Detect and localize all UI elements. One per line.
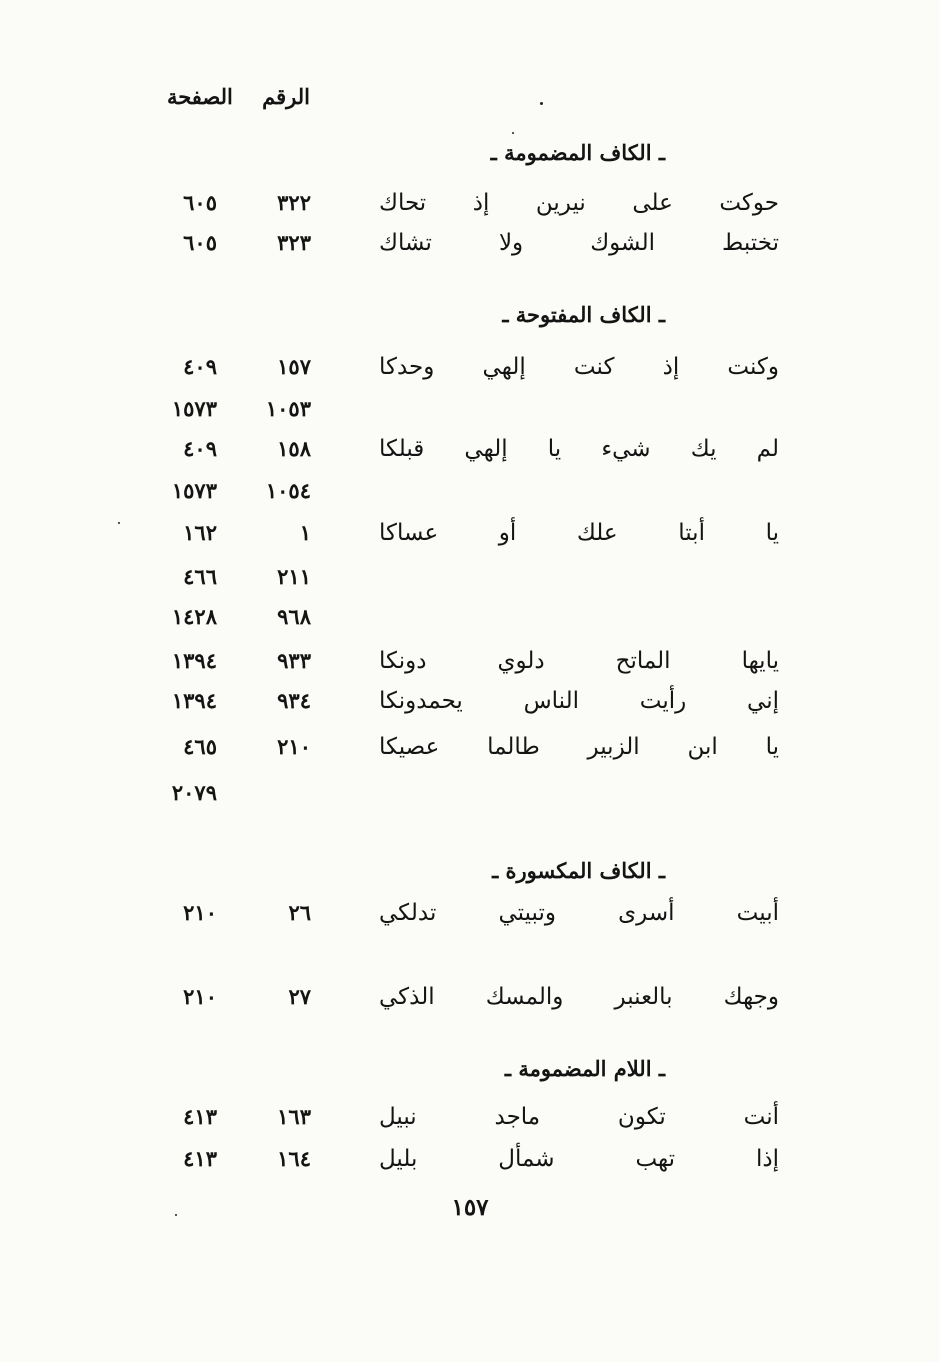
verse-text: يا ابن الزبير طالما عصيكا (379, 734, 779, 760)
scan-speck (118, 522, 120, 524)
verse-number: ١ (299, 520, 311, 545)
page-reference: ٤٠٩ (183, 354, 217, 379)
page-reference: ١٥٧٣ (171, 478, 217, 503)
verse-text: أبيت أسرى وتبيتي تدلكي (379, 900, 779, 926)
section-heading: ـ الكاف المضمومة ـ (490, 140, 665, 165)
verse-text: أنت تكون ماجد نبيل (379, 1104, 779, 1130)
verse-text: إذا تهب شمأل بليل (379, 1146, 779, 1172)
page-reference: ١٦٢ (183, 520, 217, 545)
index-row (0, 560, 939, 594)
page-reference: ٦٠٥ (183, 230, 217, 255)
verse-number: ٢٧ (288, 984, 311, 1009)
page-reference: ٦٠٥ (183, 190, 217, 215)
scan-speck (512, 132, 514, 134)
index-row (0, 432, 939, 466)
section-heading: ـ الكاف المفتوحة ـ (502, 302, 665, 327)
verse-number: ٩٦٨ (277, 604, 311, 629)
index-row (0, 644, 939, 678)
verse-number: ٩٣٣ (277, 648, 311, 673)
page-reference: ١٣٩٤ (171, 648, 217, 673)
verse-number: ٣٢٢ (277, 190, 311, 215)
verse-number: ١٥٧ (277, 354, 311, 379)
verse-number: ٣٢٣ (277, 230, 311, 255)
verse-number: ١٦٣ (277, 1104, 311, 1129)
scan-speck (175, 1214, 177, 1216)
section-heading: ـ الكاف المكسورة ـ (492, 858, 665, 883)
index-row (0, 226, 939, 260)
page-reference: ١٥٧٣ (171, 396, 217, 421)
verse-number: ١٠٥٣ (265, 396, 311, 421)
page-reference: ١٣٩٤ (171, 688, 217, 713)
index-row (0, 896, 939, 930)
verse-number: ١٦٤ (277, 1146, 311, 1171)
verse-number: ١٠٥٤ (265, 478, 311, 503)
index-row (0, 392, 939, 426)
verse-text: حوكت على نيرين إذ تحاك (379, 190, 779, 216)
page-reference: ٤٠٩ (183, 436, 217, 461)
page-reference: ٢٠٧٩ (171, 780, 217, 805)
verse-text: وجهك بالعنبر والمسك الذكي (379, 984, 779, 1010)
verse-text: إني رأيت الناس يحمدونكا (379, 688, 779, 714)
page-reference: ٤٦٦ (183, 564, 217, 589)
index-row (0, 186, 939, 220)
page-reference: ٤٦٥ (183, 734, 217, 759)
verse-text: وكنت إذ كنت إلهي وحدكا (379, 354, 779, 380)
verse-number: ٢١١ (277, 564, 311, 589)
scan-speck (540, 102, 543, 105)
index-row (0, 350, 939, 384)
verse-text: يايها الماتح دلوي دونكا (379, 648, 779, 674)
page-number: ١٥٧ (451, 1194, 489, 1221)
page-reference: ٢١٠ (183, 984, 217, 1009)
verse-number: ٩٣٤ (277, 688, 311, 713)
index-row (0, 1142, 939, 1176)
index-row (0, 730, 939, 764)
index-row (0, 776, 939, 810)
page-reference: ١٤٢٨ (171, 604, 217, 629)
column-headers (150, 84, 310, 109)
verse-text: يا أبتا علك أو عساكا (379, 520, 779, 546)
page-reference: ٤١٣ (183, 1104, 217, 1129)
verse-number: ٢١٠ (277, 734, 311, 759)
index-row (0, 684, 939, 718)
index-row (0, 980, 939, 1014)
verse-number: ١٥٨ (277, 436, 311, 461)
verse-text: تختبط الشوك ولا تشاك (379, 230, 779, 256)
page-reference: ٤١٣ (183, 1146, 217, 1171)
verse-number: ٢٦ (288, 900, 311, 925)
verse-text: لم يك شيء يا إلهي قبلكا (379, 436, 779, 462)
index-row (0, 600, 939, 634)
section-heading: ـ اللام المضمومة ـ (504, 1056, 665, 1081)
index-row (0, 516, 939, 550)
page-reference: ٢١٠ (183, 900, 217, 925)
index-row (0, 474, 939, 508)
number-column-header: الرقم (262, 84, 310, 109)
page-column-header: الصفحة (166, 84, 233, 109)
index-row (0, 1100, 939, 1134)
